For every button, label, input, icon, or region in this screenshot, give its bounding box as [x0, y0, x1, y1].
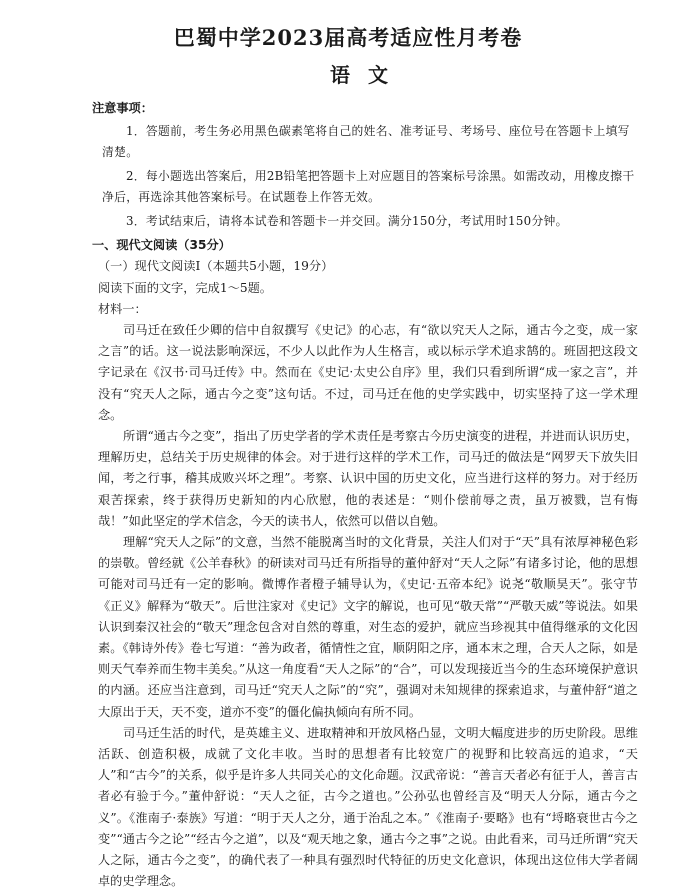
reading-instruction: 阅读下面的文字，完成1～5题。 — [98, 280, 272, 295]
exam-title: 巴蜀中学2023届高考适应性月考卷 — [173, 25, 523, 50]
material-label: 材料一： — [98, 301, 147, 316]
note-item-3: 3．考试结束后，请将本试卷和答题卡一并交回。满分150分，考试用时150分钟。 — [126, 214, 568, 229]
subject-title: 语文 — [330, 63, 406, 87]
paragraph-3: 理解“究天人之际”的文意，当然不能脱离当时的文化背景，关注人们对于“天”具有浓厚神秘色彩的崇敬。曾经就《公羊春秋》的研读对司马迁有所指导的董仲舒对“天人之际”有诸多讨论，他的思想可能对司马迁有一定的影响。微博作者橙子辅导认为，《史记·五帝本纪》说尧“敬顺昊天”。张守节《正义》解释为“敬天”。后世注家对《史记》文字的解说，也可见“敬天常”“严敬天威”等说法。如果认识到秦汉社会的“敬天”理念包含对自然的尊重，对生态的爱护，就应当珍视其中值得继承的文化因素。《韩诗外传》卷七写道：“善为政者，循情性之宜，顺阴阳之序，通本末之理，合天人之际，如是则天气奉养而生物丰美矣。”从这一角度看“天人之际”的“合”，可以发现接近当今的生态环境保护意识的内涵。还应当注意到，司马迁“究天人之际”的“究”，强调对未知规律的探索追求，与董仲舒“道之大原出于天，天不变，道亦不变”的僵化偏执倾向有所不同。 — [98, 535, 638, 719]
sub-section-heading: （一）现代文阅读Ⅰ（本题共5小题，19分） — [98, 259, 334, 274]
note-item-2: 2．每小题选出答案后，用2B铅笔把答题卡上对应题目的答案标号涂黑。如需改动，用橡皮擦干净后，再选涂其他答案标号。在试题卷上作答无效。 — [102, 169, 635, 205]
paragraph-4: 司马迁生活的时代，是英雄主义、进取精神和开放风格凸显，文明大幅度进步的历史阶段。思维活跃、创造积极，成就了文化丰收。当时的思想者有比较宽广的视野和比较高远的追求，“天人”和“古今”的关系，似乎是许多人共同关心的文化命题。汉武帝说：“善言天者必有征于人，善言古者必有验于今。”董仲舒说：“天人之征，古今之道也。”公孙弘也曾经言及“明天人分际，通古今之义”。《淮南子·泰族》写道：“明于天人之分，通于治乱之本。”《淮南子·要略》也有“埒略衰世古今之变”“通古今之论”“经古今之道”，以及“观天地之象，通古今之事”之说。由此看来，司马迁所谓“究天人之际，通古今之变”，的确代表了一种具有强烈时代特征的历史文化意识，体现出这位伟大学者阔卓的史学理念。 — [98, 725, 638, 889]
note-item-1: 1．答题前，考生务必用黑色碳素笔将自己的姓名、准考证号、考场号、座位号在答题卡上填写清楚。 — [102, 124, 630, 160]
section-heading: 一、现代文阅读（35分） — [92, 238, 231, 253]
notes-heading: 注意事项： — [92, 101, 153, 115]
paragraph-2: 所谓“通古今之变”，指出了历史学者的学术责任是考察古今历史演变的进程，并进而认识历史，理解历史，总结关于历史规律的体会。对于进行这样的学术工作，司马迁的做法是“网罗天下放失旧闻，考之行事，稽其成败兴坏之理”。考察、认识中国的历史文化，应当进行这样的努力。对于经历艰苦探索，终于获得历史新知的内心欣慰，他的表述是：“则仆偿前辱之责，虽万被戮，岂有悔哉！”如此坚定的学术信念，今天的读书人，依然可以借以自勉。 — [98, 429, 638, 528]
paragraph-1: 司马迁在致任少卿的信中自叙撰写《史记》的心志，有“欲以究天人之际，通古今之变，成一家之言”的话。这一说法影响深远，不少人以此作为人生格言，或以标示学术追求鹄的。班固把这段文字记录在《汉书·司马迁传》中。然而在《史记·太史公自序》里，我们只看到所谓“成一家之言”，并没有“究天人之际，通古今之变”这句话。不过，司马迁在他的史学实践中，切实坚持了这一学术理念。 — [98, 323, 638, 422]
